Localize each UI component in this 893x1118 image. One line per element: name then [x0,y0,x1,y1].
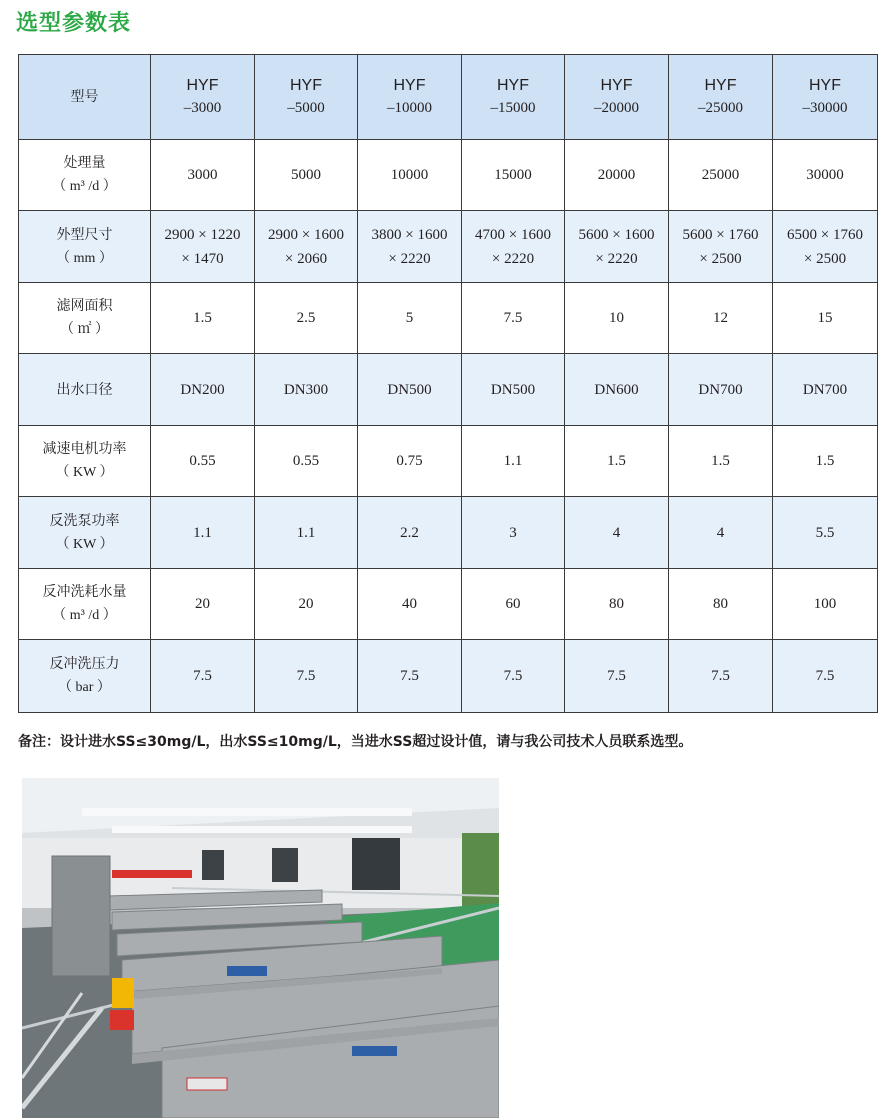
value-cell: 1.1 [255,497,358,569]
value-cell: 7.5 [462,640,565,713]
row-label: 反冲洗压力 （ bar ） [19,640,151,713]
value-cell: 3 [462,497,565,569]
row-label: 外型尺寸 （ mm ） [19,211,151,283]
value-cell: DN200 [151,354,255,426]
value-cell: 5 [358,283,462,354]
value-cell: 4 [565,497,669,569]
value-cell: 40 [358,569,462,640]
value-cell: 5000 [255,140,358,211]
value-cell: 80 [669,569,773,640]
value-cell: 20 [255,569,358,640]
value-cell: 15 [773,283,878,354]
model-cell: HYF –30000 [773,55,878,140]
value-cell: 25000 [669,140,773,211]
value-cell: 30000 [773,140,878,211]
value-cell: 4 [669,497,773,569]
value-cell: 5.5 [773,497,878,569]
value-cell: 20000 [565,140,669,211]
model-cell: HYF –20000 [565,55,669,140]
value-cell: 1.5 [151,283,255,354]
row-label: 反冲洗耗水量 （ m³ /d ） [19,569,151,640]
value-cell: 7.5 [773,640,878,713]
table-header-row [19,55,878,140]
value-cell: 60 [462,569,565,640]
row-label: 反洗泵功率 （ KW ） [19,497,151,569]
value-cell: 2.2 [358,497,462,569]
model-cell: HYF –10000 [358,55,462,140]
row-label: 出水口径 [19,354,151,426]
value-cell: 10000 [358,140,462,211]
table-row [19,426,878,497]
table-row [19,640,878,713]
value-cell: 1.1 [151,497,255,569]
value-cell: 3800 × 1600 × 2220 [358,211,462,283]
footnote: 备注：设计进水SS≤30mg/L，出水SS≤10mg/L，当进水SS超过设计值，请与我公司技术人员联系选型。 [18,734,693,750]
value-cell: 80 [565,569,669,640]
value-cell: 10 [565,283,669,354]
table-row [19,569,878,640]
value-cell: DN500 [358,354,462,426]
row-label: 滤网面积 （ ㎡ ） [19,283,151,354]
value-cell: DN600 [565,354,669,426]
value-cell: 7.5 [358,640,462,713]
value-cell: 1.5 [669,426,773,497]
value-cell: 7.5 [462,283,565,354]
model-cell: HYF –25000 [669,55,773,140]
value-cell: 0.55 [151,426,255,497]
value-cell: 7.5 [151,640,255,713]
value-cell: DN300 [255,354,358,426]
page-title: 选型参数表 [16,11,132,36]
header-label: 型号 [19,55,151,140]
row-label: 处理量 （ m³ /d ） [19,140,151,211]
table-row [19,283,878,354]
value-cell: 5600 × 1760 × 2500 [669,211,773,283]
value-cell: 0.55 [255,426,358,497]
spec-table [18,54,878,713]
value-cell: DN500 [462,354,565,426]
value-cell: 15000 [462,140,565,211]
table-row [19,211,878,283]
table-row [19,497,878,569]
value-cell: 1.5 [773,426,878,497]
value-cell: 1.5 [565,426,669,497]
value-cell: 20 [151,569,255,640]
model-cell: HYF –3000 [151,55,255,140]
product-photo [22,778,499,1118]
value-cell: DN700 [669,354,773,426]
value-cell: 0.75 [358,426,462,497]
value-cell: 2900 × 1600 × 2060 [255,211,358,283]
value-cell: 6500 × 1760 × 2500 [773,211,878,283]
model-cell: HYF –5000 [255,55,358,140]
table-row [19,140,878,211]
value-cell: 7.5 [669,640,773,713]
value-cell: 2900 × 1220 × 1470 [151,211,255,283]
value-cell: 100 [773,569,878,640]
value-cell: 3000 [151,140,255,211]
value-cell: 4700 × 1600 × 2220 [462,211,565,283]
value-cell: 1.1 [462,426,565,497]
value-cell: 12 [669,283,773,354]
model-cell: HYF –15000 [462,55,565,140]
value-cell: 7.5 [255,640,358,713]
row-label: 减速电机功率 （ KW ） [19,426,151,497]
value-cell: DN700 [773,354,878,426]
table-row [19,354,878,426]
value-cell: 5600 × 1600 × 2220 [565,211,669,283]
value-cell: 2.5 [255,283,358,354]
value-cell: 7.5 [565,640,669,713]
